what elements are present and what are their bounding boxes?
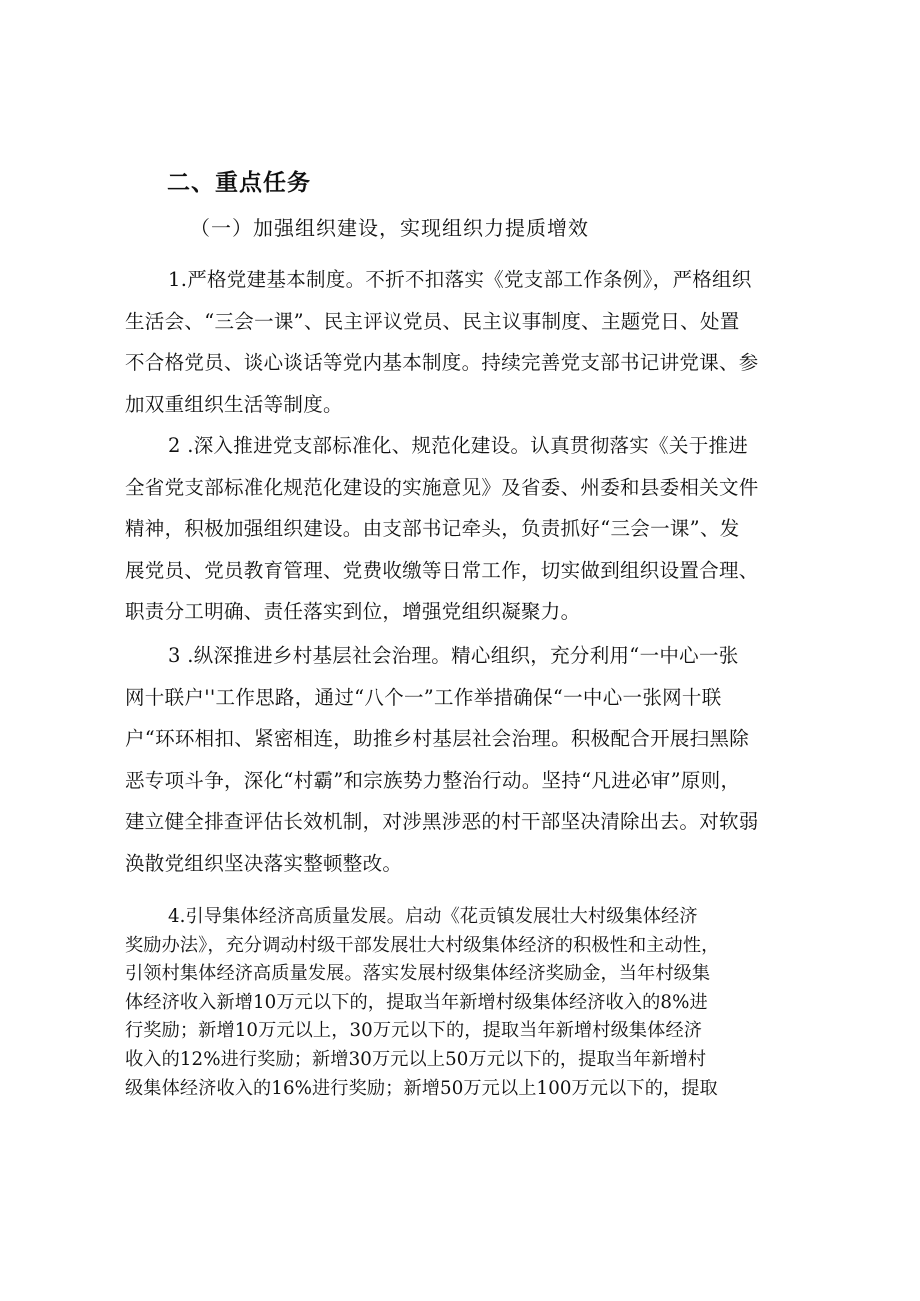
paragraph-line: 不合格党员、谈心谈话等党内基本制度。持续完善党支部书记讲党课、参	[125, 351, 759, 375]
subsection-heading: （一）加强组织建设，实现组织力提质增效	[190, 216, 589, 240]
paragraph-1	[125, 259, 797, 425]
paragraph-line: 全省党支部标准化规范化建设的实施意见》及省委、州委和县委相关文件	[125, 475, 759, 499]
paragraph-line: 体经济收入新增10万元以下的，提取当年新增村级集体经济收入的8%进	[125, 991, 708, 1013]
paragraph-line: 涣散党组织坚决落实整顿整改。	[125, 851, 403, 875]
paragraph-line: 精神，积极加强组织建设。由支部书记牵头，负责抓好“三会一课”、发	[125, 517, 740, 541]
section-heading: 二、重点任务	[167, 170, 311, 196]
paragraph-line: 网十联户''工作思路，通过“八个一”工作举措确保“一中心一张网十联	[125, 685, 722, 709]
paragraph-line: 3 .纵深推进乡村基层社会治理。精心组织，充分利用“一中心一张	[168, 644, 739, 667]
paragraph-line: 恶专项斗争，深化“村霸”和宗族势力整治行动。坚持“凡进必审”原则，	[125, 768, 741, 792]
paragraph-line: 建立健全排查评估长效机制，对涉黑涉恶的村干部坚决清除出去。对软弱	[125, 810, 759, 834]
paragraph-line: 2 .深入推进党支部标准化、规范化建设。认真贯彻落实《关于推进	[168, 434, 749, 457]
paragraph-line: 生活会、“三会一课”、民主评议党员、民主议事制度、主题党日、处置	[125, 309, 740, 333]
paragraph-line: 1.严格党建基本制度。不折不扣落实《党支部工作条例》，严格组织	[168, 268, 752, 291]
paragraph-line: 户“环环相扣、紧密相连，助推乡村基层社会治理。积极配合开展扫黑除	[125, 727, 750, 751]
paragraph-line: 收入的12%进行奖励；新增30万元以上50万元以下的，提取当年新增村	[125, 1048, 707, 1070]
paragraph-line: 4.引导集体经济高质量发展。启动《花贡镇发展壮大村级集体经济	[168, 906, 698, 927]
paragraph-line: 引领村集体经济高质量发展。落实发展村级集体经济奖励金，当年村级集	[125, 963, 711, 985]
paragraph-line: 行奖励；新增10万元以上，30万元以下的，提取当年新增村级集体经济	[125, 1020, 703, 1042]
paragraph-line: 奖励办法》，充分调动村级干部发展壮大村级集体经济的积极性和主动性，	[125, 934, 720, 956]
paragraph-line: 职责分工明确、责任落实到位，增强党组织凝聚力。	[125, 600, 581, 624]
paragraph-3	[125, 635, 797, 885]
paragraph-4	[125, 903, 797, 1103]
paragraph-line: 加双重组织生活等制度。	[125, 392, 343, 416]
paragraph-line: 展党员、党员教育管理、党费收缴等日常工作，切实做到组织设置合理、	[125, 558, 759, 582]
paragraph-2	[125, 425, 797, 633]
paragraph-line: 级集体经济收入的16%进行奖励；新增50万元以上100万元以下的，提取	[125, 1077, 718, 1099]
